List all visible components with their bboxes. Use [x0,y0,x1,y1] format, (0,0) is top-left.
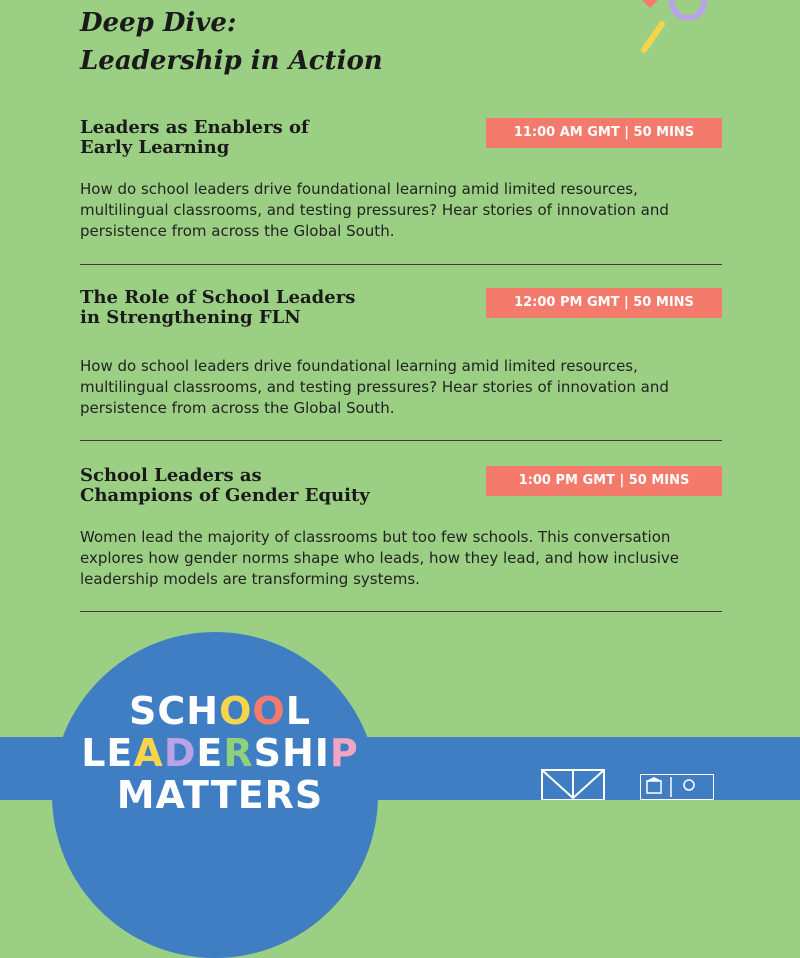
session-time-badge: 11:00 AM GMT | 50 MINS [486,118,722,148]
session-title [80,466,370,506]
logo-line-3: MATTERS [116,773,324,817]
session-title [80,288,355,328]
session-title-line: Champions of Gender Equity [80,485,370,506]
divider [80,440,722,441]
session-time-badge: 1:00 PM GMT | 50 MINS [486,466,722,496]
partner-logo-icon [540,768,606,800]
session-title-line: Leaders as Enablers of [80,117,309,138]
session-card [80,118,722,268]
session-title-line: in Strengthening FLN [80,307,301,328]
session-description: How do school leaders drive foundational learning amid limited resources, multilingual classrooms, and testing pressures? Hear stories of innovation and persistence from across the Global South. [80,357,669,417]
decorative-shapes-icon [620,0,730,60]
session-title-line: The Role of School Leaders [80,287,356,308]
session-description: How do school leaders drive foundational learning amid limited resources, multilingual classrooms, and testing pressures? Hear stories of innovation and persistence from across the Global South. [80,180,669,240]
session-title-line: Early Learning [80,137,230,158]
school-leadership-matters-logo [80,690,360,816]
page-title [80,4,383,80]
unesco-logo-icon [640,774,714,800]
session-time-badge: 12:00 PM GMT | 50 MINS [486,288,722,318]
logo-line-2: LEADERSHIP [81,731,359,775]
title-line-2: Leadership in Action [80,46,383,76]
session-title [80,118,309,158]
logo-line-1: SCHOOL [129,689,311,733]
session-title-line: School Leaders as [80,465,262,486]
session-description: Women lead the majority of classrooms but too few schools. This conversation explores how gender norms shape who leads, how they lead, and how inclusive leadership models are transforming systems. [80,528,680,588]
session-card [80,288,722,448]
divider [80,611,722,612]
divider [80,264,722,265]
session-card [80,466,722,616]
title-line-1: Deep Dive: [80,8,237,38]
